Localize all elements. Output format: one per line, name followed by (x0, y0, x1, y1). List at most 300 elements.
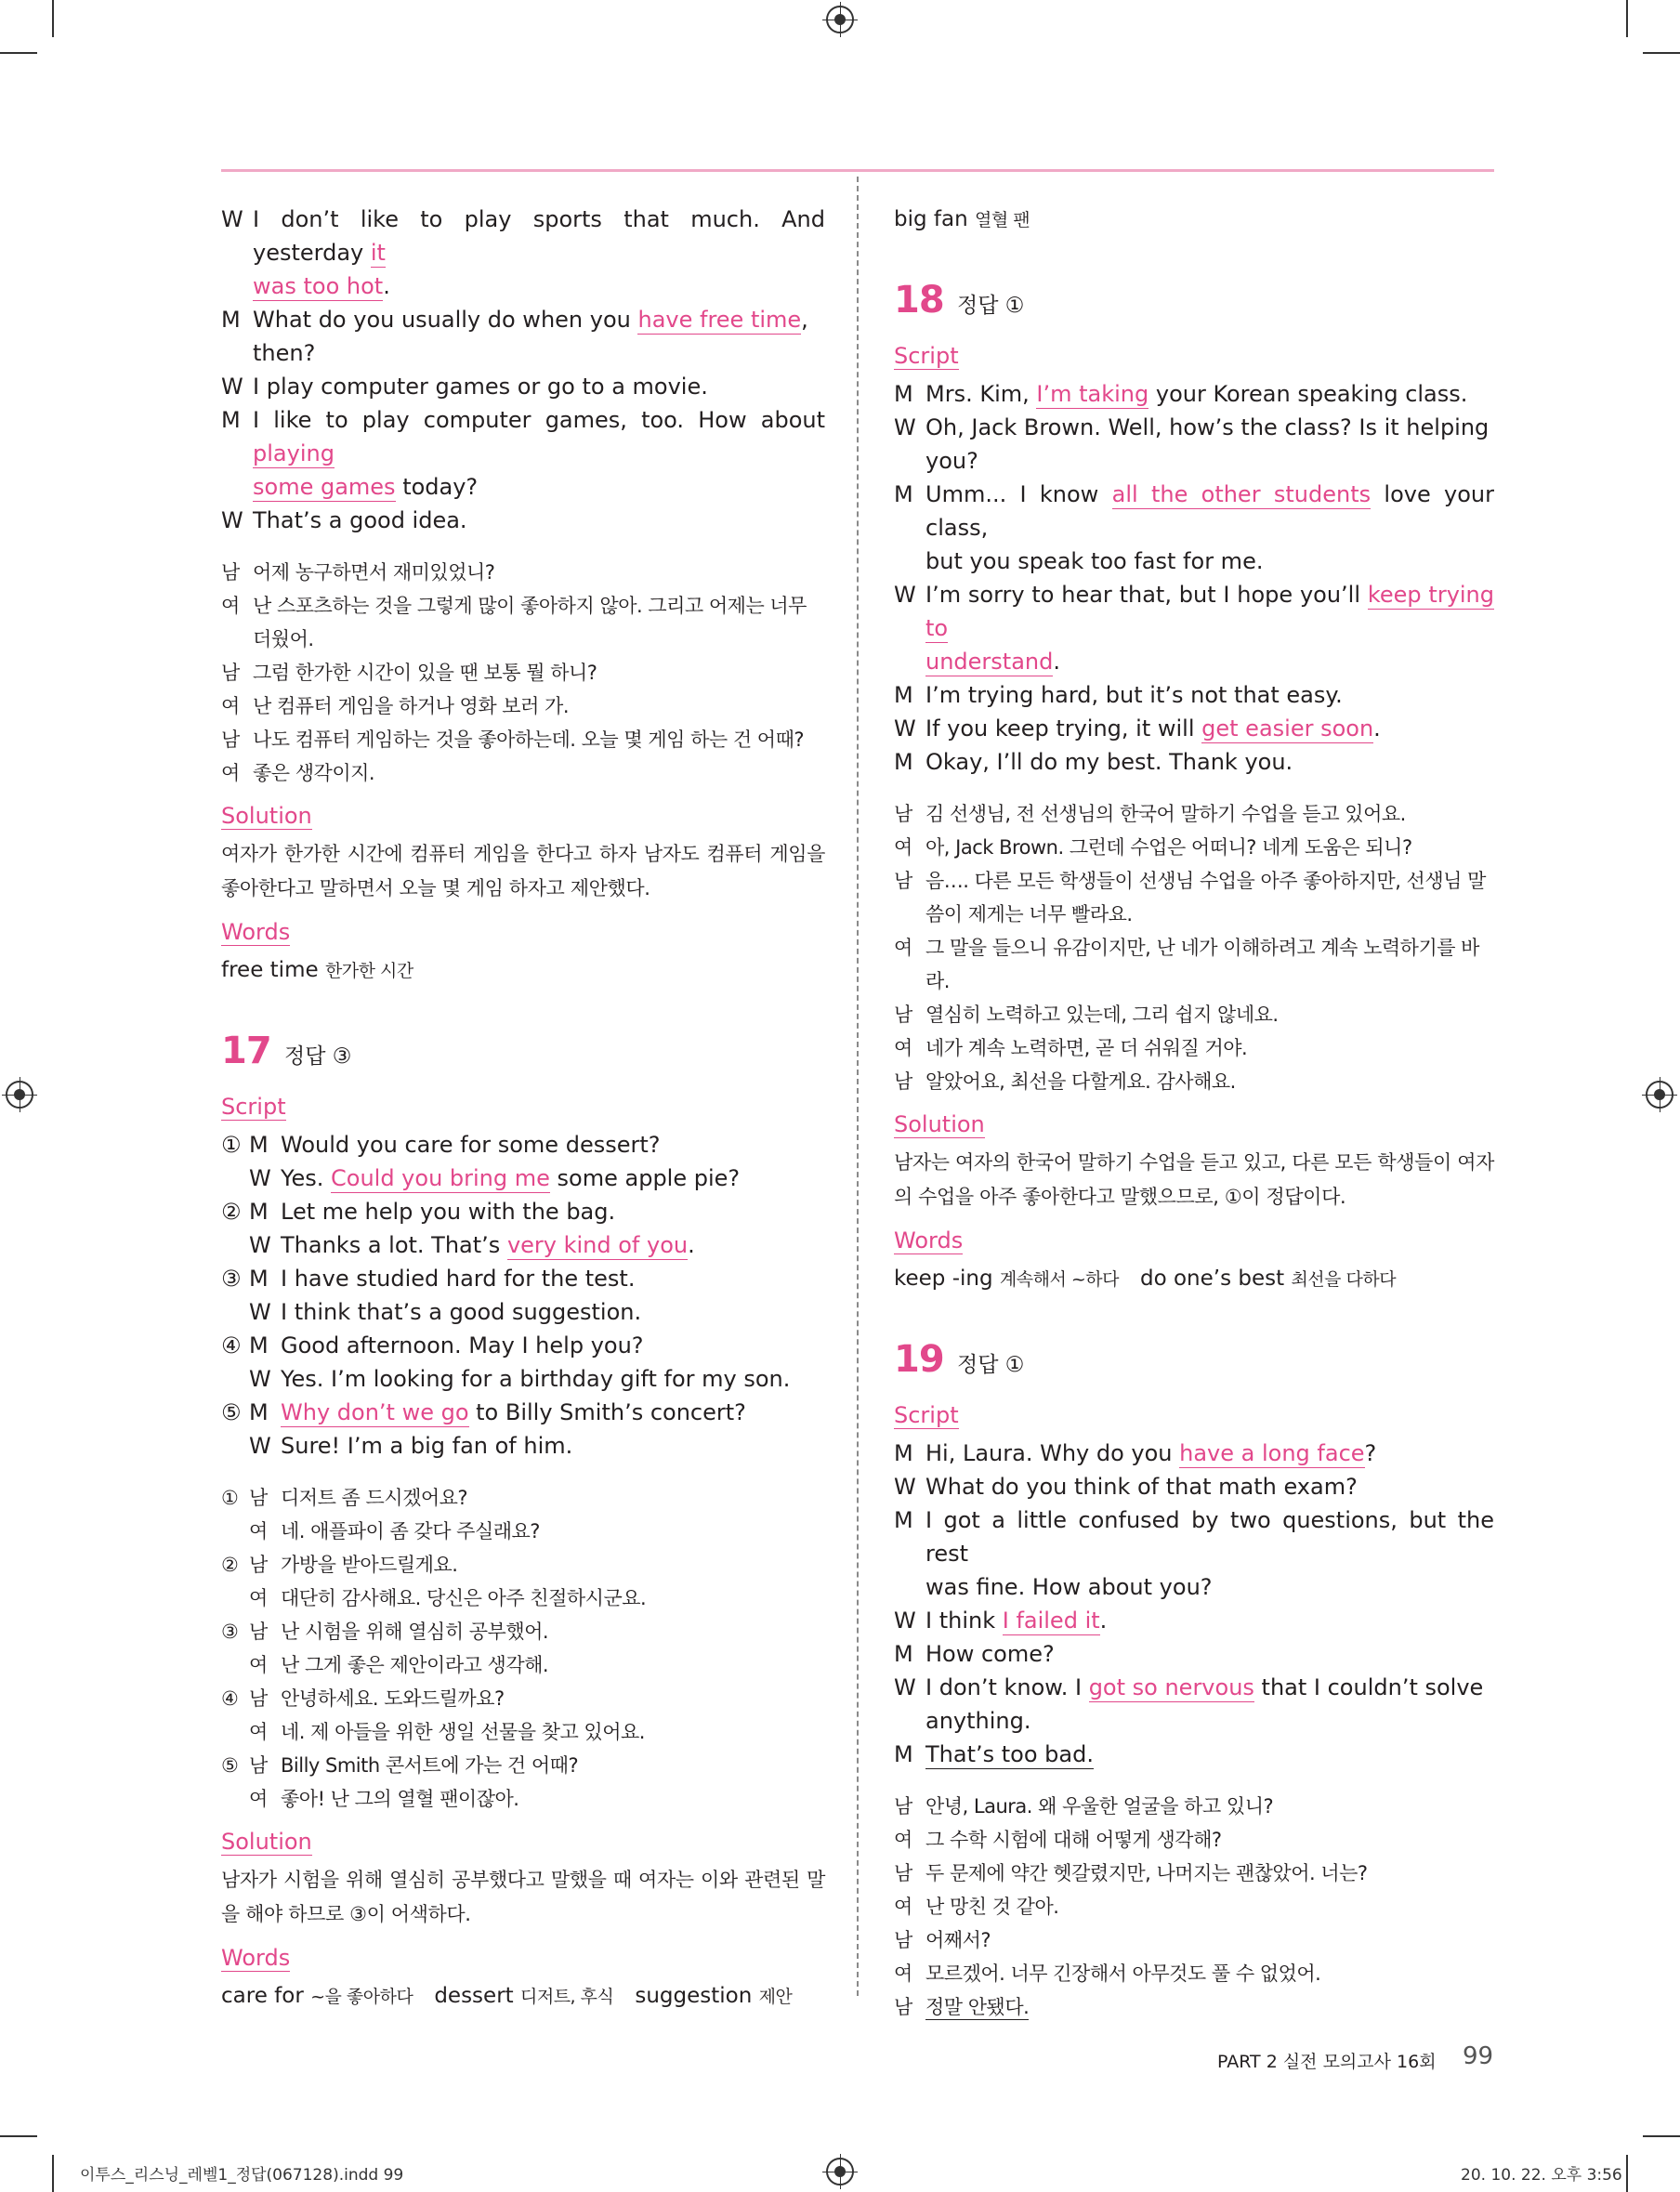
speaker-label: 남 (249, 1687, 268, 1710)
translation-line (894, 1890, 1494, 1923)
word-meaning: ~을 좋아하다 (310, 1987, 413, 2007)
line-text (253, 269, 825, 303)
dialog-line (894, 377, 1494, 411)
answer-blank: it (370, 240, 386, 266)
crop-mark (1626, 2155, 1628, 2192)
dialog-line (221, 1162, 825, 1195)
translation-text: 두 문제에 약간 헷갈렸지만, 나머지는 괜찮았어. 너는? (925, 1862, 1368, 1884)
dialog-line (221, 1362, 825, 1396)
translation-line (221, 589, 825, 623)
line-text (281, 1548, 825, 1582)
text-segment: . (1053, 649, 1060, 675)
dialog-line (894, 1738, 1494, 1771)
dialog-line (894, 578, 1494, 645)
q19-header (894, 1338, 1494, 1382)
text-segment: Mrs. Kim, (925, 381, 1037, 407)
choice-number: ② (221, 1199, 242, 1225)
translation-text: 씀이 제게는 너무 빨라요. (925, 903, 1133, 925)
speaker-label: M (249, 1132, 269, 1158)
translation-text: 디저트 좀 드시겠어요? (281, 1487, 468, 1509)
speaker-label: M (894, 1641, 913, 1667)
line-text (925, 998, 1494, 1031)
dialog-line (221, 203, 825, 269)
answer-blank: keep trying to (925, 582, 1495, 641)
speaker-label: 남 (221, 561, 240, 584)
speaker-label: 여 (894, 1896, 912, 1918)
text-segment: I got a little confused by two questions, but the rest (925, 1507, 1494, 1567)
crop-mark (1626, 0, 1628, 37)
text-segment: to Billy Smith’s concert? (468, 1399, 746, 1425)
word-meaning: 최선을 다하다 (1291, 1269, 1397, 1290)
line-text (925, 1503, 1494, 1570)
line-text (925, 864, 1494, 898)
word-term: do one’s best (1139, 1267, 1285, 1291)
line-text (281, 1582, 825, 1615)
line-text (281, 1295, 825, 1329)
answer-blank: get easier soon (1201, 715, 1374, 742)
text-segment: Umm... I know (925, 481, 1112, 507)
left-column (221, 203, 825, 2014)
translation-line (894, 797, 1494, 831)
translation-line (221, 656, 825, 689)
speaker-label: 여 (894, 937, 912, 959)
text-segment: today? (395, 474, 479, 500)
dialog-line (221, 1262, 825, 1295)
footer-section-title: PART 2 실전 모의고사 16회 (1217, 2052, 1437, 2072)
line-text (925, 678, 1494, 712)
dialog-line (894, 1470, 1494, 1503)
dialog-line (221, 403, 825, 470)
translation-line (221, 1515, 825, 1548)
question-number: 18 (894, 279, 944, 322)
translation-text: 어제 농구하면서 재미있었니? (253, 561, 495, 584)
line-text (925, 1570, 1494, 1604)
dialog-line (221, 1396, 825, 1429)
right-column (894, 203, 1494, 2024)
translation-line (221, 1715, 825, 1749)
line-text (253, 504, 825, 537)
translation-line (894, 864, 1494, 898)
dialog-line (894, 1570, 1494, 1604)
line-text (253, 656, 825, 689)
line-text (925, 712, 1494, 745)
text-segment: Sure! I’m a big fan of him. (281, 1433, 573, 1459)
q18-script-dialog (894, 377, 1494, 779)
speaker-label: 남 (249, 1554, 268, 1576)
speaker-label: 남 (221, 662, 240, 684)
speaker-label: M (249, 1266, 269, 1292)
crop-mark (52, 2155, 54, 2192)
translation-line (894, 898, 1494, 931)
q17-script-dialog (221, 1128, 825, 1463)
speaker-label: 남 (221, 728, 240, 751)
line-text (925, 1671, 1494, 1704)
text-segment: I’m sorry to hear that, but I hope you’ll (925, 582, 1368, 608)
word-term: care for (221, 1984, 304, 2008)
translation-line (221, 1481, 825, 1515)
speaker-label: M (249, 1332, 269, 1359)
q17-translation (221, 1481, 825, 1816)
dialog-line (894, 1671, 1494, 1704)
choice-number: ③ (221, 1621, 239, 1643)
dialog-line (221, 1128, 825, 1162)
line-text (253, 756, 825, 790)
dialog-line (221, 1329, 825, 1362)
crop-mark (52, 0, 54, 37)
text-segment: Would you care for some dessert? (281, 1132, 661, 1158)
line-text (925, 1704, 1494, 1738)
dialog-line (894, 545, 1494, 578)
q18-header (894, 279, 1494, 322)
translation-line (221, 1682, 825, 1715)
slug-filename: 이투스_리스닝_레벨1_정답(067128).indd 99 (80, 2166, 404, 2185)
text-segment: but you speak too fast for me. (925, 548, 1264, 574)
q16-script-dialog (221, 203, 825, 537)
line-text (253, 336, 825, 370)
line-text (925, 965, 1494, 998)
text-segment: I’m trying hard, but it’s not that easy. (925, 682, 1343, 708)
dialog-line (894, 645, 1494, 678)
answer-label: 정답 ① (957, 294, 1025, 318)
word-term: free time (221, 958, 319, 982)
dialog-line (894, 745, 1494, 779)
translation-text: 더웠어. (253, 628, 314, 650)
text-segment: I play computer games or go to a movie. (253, 374, 708, 400)
text-segment: love your class, (925, 481, 1494, 541)
speaker-label: W (221, 507, 243, 533)
speaker-label: M (894, 381, 913, 407)
translation-text: 대단히 감사해요. 당신은 아주 친절하시군요. (281, 1587, 647, 1609)
speaker-label: 여 (894, 1962, 912, 1985)
word-term: dessert (434, 1984, 514, 2008)
dialog-line (221, 1429, 825, 1463)
word-term: keep -ing (894, 1267, 993, 1291)
speaker-label: W (221, 374, 243, 400)
line-text (281, 1262, 825, 1295)
text-segment: If you keep trying, it will (925, 715, 1202, 742)
translation-text: Billy Smith 콘서트에 가는 건 어때? (281, 1754, 579, 1777)
answer-blank: very kind of you (506, 1232, 689, 1258)
text-segment: , (801, 307, 808, 333)
text-segment: you? (925, 448, 978, 474)
translation-line (221, 1582, 825, 1615)
speaker-label: 여 (249, 1721, 268, 1743)
translation-text: 라. (925, 970, 950, 992)
translation-text: 안녕하세요. 도와드릴까요? (281, 1687, 505, 1710)
q16-solution-label: Solution (221, 803, 312, 829)
line-text (925, 1823, 1494, 1857)
answer-label: 정답 ③ (284, 1044, 352, 1069)
translation-line (221, 1548, 825, 1582)
text-segment: Let me help you with the bag. (281, 1199, 616, 1225)
text-segment: That’s a good idea. (253, 507, 467, 533)
line-text (253, 203, 825, 269)
text-segment: That’s too bad. (925, 1741, 1094, 1767)
choice-number: ④ (221, 1332, 242, 1359)
q16-words-label: Words (221, 919, 291, 945)
answer-label: 정답 ① (957, 1353, 1025, 1377)
line-text (281, 1782, 825, 1816)
line-text (925, 1065, 1494, 1098)
speaker-label: M (894, 1440, 913, 1466)
line-text (281, 1682, 825, 1715)
speaker-label: M (894, 481, 913, 507)
line-text (281, 1329, 825, 1362)
speaker-label: W (249, 1366, 271, 1392)
speaker-label: 여 (249, 1654, 268, 1676)
word-meaning: 제안 (758, 1987, 793, 2007)
translation-text: 아, Jack Brown. 그런데 수업은 어떠니? 네게 도움은 되니? (925, 836, 1412, 859)
answer-blank: Why don’t we go (281, 1399, 469, 1425)
translation-line (894, 1857, 1494, 1890)
speaker-label: 여 (249, 1788, 268, 1810)
line-text (281, 1228, 825, 1262)
line-text (925, 478, 1494, 545)
dialog-line (894, 1503, 1494, 1570)
answer-blank: Could you bring me (331, 1165, 550, 1191)
speaker-label: 남 (894, 1929, 912, 1951)
text-segment: What do you think of that math exam? (925, 1474, 1358, 1500)
text-segment: . (688, 1232, 695, 1258)
speaker-label: W (894, 1474, 916, 1500)
translation-text: 난 망친 것 같아. (925, 1896, 1059, 1918)
q17-script-label: Script (221, 1094, 286, 1120)
dialog-line (894, 1637, 1494, 1671)
answer-blank: all the other students (1111, 481, 1372, 507)
text-segment: Good afternoon. May I help you? (281, 1332, 644, 1359)
text-segment: then? (253, 340, 316, 366)
translation-text: 정말 안됐다. (925, 1996, 1030, 2018)
line-text (281, 1195, 825, 1228)
column-divider (857, 177, 859, 1996)
answer-blank: some games (253, 474, 396, 500)
choice-number: ① (221, 1487, 239, 1509)
speaker-label: M (249, 1199, 269, 1225)
speaker-label: 남 (249, 1621, 268, 1643)
speaker-label: W (894, 1674, 916, 1700)
translation-line (221, 689, 825, 723)
q17-header (221, 1030, 825, 1073)
question-number: 17 (221, 1030, 271, 1072)
line-text (281, 1162, 825, 1195)
line-text (253, 723, 825, 756)
speaker-label: M (894, 1507, 913, 1533)
answer-blank: I failed it (1002, 1608, 1100, 1634)
translation-text: 네. 애플파이 좀 갖다 주실래요? (281, 1520, 540, 1542)
word-meaning: 한가한 시간 (324, 961, 413, 981)
dialog-line (221, 504, 825, 537)
line-text (925, 745, 1494, 779)
dialog-line (894, 1437, 1494, 1470)
line-text (281, 1648, 825, 1682)
dialog-line (894, 1704, 1494, 1738)
line-text (925, 1857, 1494, 1890)
speaker-label: 남 (894, 1862, 912, 1884)
translation-text: 안녕, Laura. 왜 우울한 얼굴을 하고 있니? (925, 1795, 1274, 1818)
line-text (925, 545, 1494, 578)
text-segment: I have studied hard for the test. (281, 1266, 636, 1292)
text-segment: was fine. How about you? (925, 1574, 1213, 1600)
registration-mark-icon (826, 6, 854, 33)
q18-solution-text: 남자는 여자의 한국어 말하기 수업을 듣고 있고, 다른 모든 학생들이 여자의 수업을 아주 좋아한다고 말했으므로, ①이 정답이다. (894, 1151, 1494, 1208)
answer-blank: playing (253, 440, 335, 466)
translation-text: 그 말을 들으니 유감이지만, 난 네가 이해하려고 계속 노력하기를 바 (925, 937, 1479, 959)
q16-translation (221, 556, 825, 790)
line-text (925, 578, 1494, 645)
speaker-label: 남 (249, 1754, 268, 1777)
line-text (253, 689, 825, 723)
speaker-label: M (894, 749, 913, 775)
dialog-line (221, 269, 825, 303)
q18-words-label: Words (894, 1227, 964, 1254)
speaker-label: 여 (894, 836, 912, 859)
q17-words-label: Words (221, 1945, 291, 1971)
line-text (281, 1481, 825, 1515)
text-segment: anything. (925, 1708, 1031, 1734)
translation-text: 나도 컴퓨터 게임하는 것을 좋아하는데. 오늘 몇 게임 하는 건 어때? (253, 728, 805, 751)
line-text (281, 1128, 825, 1162)
registration-mark-icon (6, 1081, 33, 1109)
speaker-label: W (249, 1232, 271, 1258)
translation-line (894, 965, 1494, 998)
line-text (925, 1031, 1494, 1065)
text-segment: Thanks a lot. That’s (281, 1232, 507, 1258)
q17-words-continued (894, 203, 1494, 237)
speaker-label: W (249, 1165, 271, 1191)
line-text (925, 411, 1494, 444)
translation-text: 난 컴퓨터 게임을 하거나 영화 보러 가. (253, 695, 570, 717)
line-text (925, 645, 1494, 678)
crop-mark (0, 52, 37, 54)
word-meaning: 열혈 팬 (974, 210, 1030, 230)
line-text (925, 1637, 1494, 1671)
speaker-label: W (894, 715, 916, 742)
translation-text: 모르겠어. 너무 긴장해서 아무것도 풀 수 없었어. (925, 1962, 1321, 1985)
line-text (253, 556, 825, 589)
line-text (925, 1790, 1494, 1823)
line-text (253, 589, 825, 623)
translation-line (221, 1749, 825, 1782)
line-text (253, 403, 825, 470)
speaker-label: 여 (221, 595, 240, 617)
line-text (925, 831, 1494, 864)
translation-text: 좋아! 난 그의 열혈 팬이잖아. (281, 1788, 519, 1810)
line-text (925, 1890, 1494, 1923)
word-term: big fan (894, 207, 968, 231)
line-text (281, 1615, 825, 1648)
q19-script-dialog (894, 1437, 1494, 1771)
speaker-label: 여 (894, 1829, 912, 1851)
line-text (281, 1396, 825, 1429)
line-text (925, 1957, 1494, 1990)
text-segment: I think that’s a good suggestion. (281, 1299, 642, 1325)
line-text (925, 898, 1494, 931)
header-rule (221, 169, 1494, 172)
speaker-label: W (249, 1433, 271, 1459)
translation-text: 네가 계속 노력하면, 곧 더 쉬워질 거야. (925, 1037, 1248, 1059)
slug-date: 20. 10. 22. 오후 3:56 (1461, 2166, 1622, 2185)
answer-blank: have free time (637, 307, 802, 333)
text-segment: I don’t like to play sports that much. And yesterday (253, 206, 825, 266)
speaker-label: M (894, 682, 913, 708)
translation-text: 어째서? (925, 1929, 991, 1951)
translation-text: 그럼 한가한 시간이 있을 땐 보통 뭘 하니? (253, 662, 597, 684)
translation-line (221, 556, 825, 589)
text-segment: Oh, Jack Brown. Well, how’s the class? Is it helping (925, 414, 1490, 440)
dialog-line (894, 411, 1494, 444)
speaker-label: W (894, 582, 916, 608)
choice-number: ③ (221, 1266, 242, 1292)
dialog-line (894, 1604, 1494, 1637)
speaker-label: W (894, 414, 916, 440)
choice-number: ④ (221, 1687, 239, 1710)
q17-solution-label: Solution (221, 1829, 312, 1855)
dialog-line (894, 712, 1494, 745)
line-text (281, 1749, 825, 1782)
translation-line (894, 1790, 1494, 1823)
answer-blank: I’m taking (1036, 381, 1149, 407)
word-meaning: 계속해서 ~하다 (999, 1269, 1119, 1290)
line-text (925, 1923, 1494, 1957)
translation-text: 네. 제 아들을 위한 생일 선물을 찾고 있어요. (281, 1721, 645, 1743)
text-segment: your Korean speaking class. (1148, 381, 1468, 407)
translation-line (894, 931, 1494, 965)
text-segment: some apple pie? (549, 1165, 741, 1191)
dialog-line (894, 478, 1494, 545)
line-text (281, 1362, 825, 1396)
speaker-label: 남 (249, 1487, 268, 1509)
line-text (281, 1429, 825, 1463)
speaker-label: 여 (221, 695, 240, 717)
registration-mark-icon (1646, 1081, 1673, 1109)
speaker-label: M (894, 1741, 913, 1767)
text-segment: What do you usually do when you (253, 307, 638, 333)
q19-script-label: Script (894, 1402, 959, 1428)
translation-text: 좋은 생각이지. (253, 762, 375, 784)
q16-words (221, 953, 825, 988)
translation-text: 난 그게 좋은 제안이라고 생각해. (281, 1654, 549, 1676)
line-text (925, 797, 1494, 831)
line-text (253, 303, 825, 336)
answer-blank: have a long face (1179, 1440, 1365, 1466)
translation-text: 음…. 다른 모든 학생들이 선생님 수업을 아주 좋아하지만, 선생님 말 (925, 870, 1486, 892)
translation-line (894, 1031, 1494, 1065)
line-text (925, 1437, 1494, 1470)
speaker-label: 남 (894, 1070, 912, 1093)
speaker-label: M (249, 1399, 269, 1425)
q17-words (221, 1979, 825, 2014)
dialog-line (221, 336, 825, 370)
text-segment: Okay, I’ll do my best. Thank you. (925, 749, 1293, 775)
question-number: 19 (894, 1338, 944, 1381)
speaker-label: W (249, 1299, 271, 1325)
text-segment: . (1373, 715, 1381, 742)
translation-text: 난 시험을 위해 열심히 공부했어. (281, 1621, 549, 1643)
dialog-line (221, 370, 825, 403)
q18-script-label: Script (894, 343, 959, 369)
translation-text: 그 수학 시험에 대해 어떻게 생각해? (925, 1829, 1222, 1851)
translation-line (894, 1923, 1494, 1957)
line-text (925, 377, 1494, 411)
text-segment: I don’t know. I (925, 1674, 1089, 1700)
word-term: suggestion (635, 1984, 753, 2008)
speaker-label: M (221, 307, 241, 333)
speaker-label: 남 (894, 1795, 912, 1818)
translation-text: 김 선생님, 전 선생님의 한국어 말하기 수업을 듣고 있어요. (925, 803, 1406, 825)
answer-blank: understand (925, 649, 1054, 675)
text-segment: . (1099, 1608, 1108, 1634)
line-text (281, 1715, 825, 1749)
